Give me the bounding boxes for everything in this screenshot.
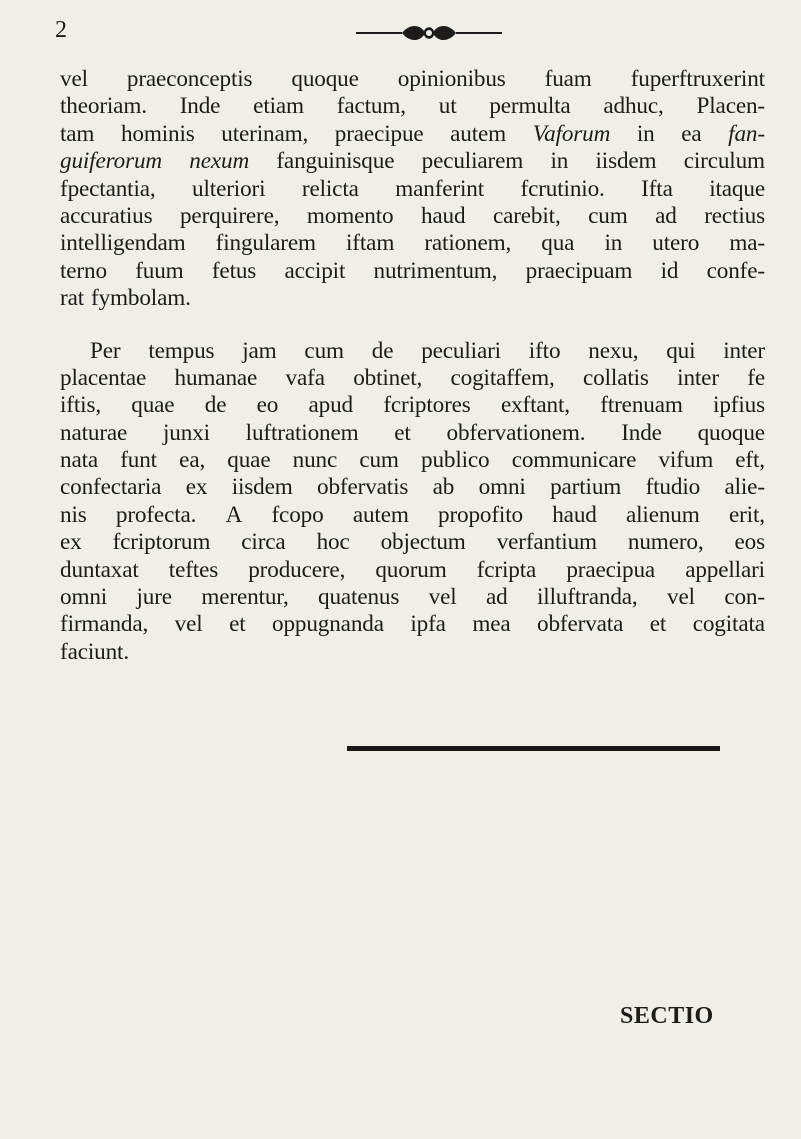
text-line: intelligendam fingularem iftam rationem, qua in utero ma- <box>60 230 765 257</box>
section-divider-rule <box>347 746 720 751</box>
head-ornament-icon <box>354 22 504 44</box>
text-line: faciunt. <box>60 638 129 665</box>
text-line: vel praeconceptis quoque opinionibus fuam fuperftruxerint <box>60 66 765 92</box>
text-line: accuratius perquirere, momento haud carebit, cum ad rectius <box>60 202 765 229</box>
text-line: naturae junxi luftrationem et obfervationem. Inde quoque <box>60 419 765 446</box>
text-line: nis profecta. A fcopo autem propofito haud alienum erit, <box>60 501 765 528</box>
catchword: SECTIO <box>620 1003 714 1029</box>
page-number: 2 <box>55 17 67 43</box>
text-line: terno fuum fetus accipit nutrimentum, praecipuam id confe- <box>60 257 765 284</box>
text-line: firmanda, vel et oppugnanda ipfa mea obfervata et cogitata <box>60 611 765 638</box>
text-line: ex fcriptorum circa hoc objectum verfantium numero, eos <box>60 529 765 556</box>
paragraph-1 <box>60 66 765 313</box>
text-line: guiferorum nexum fanguinisque peculiarem in iisdem circulum <box>60 148 765 175</box>
text-line: rat fymbolam. <box>60 285 191 312</box>
body-text <box>60 66 765 666</box>
text-line: confectaria ex iisdem obfervatis ab omni partium ftudio alie- <box>60 474 765 501</box>
paragraph-2 <box>60 338 765 667</box>
text-line: omni jure merentur, quatenus vel ad illuftranda, vel con- <box>60 584 765 611</box>
text-line: fpectantia, ulteriori relicta manferint fcrutinio. Ifta itaque <box>60 175 765 202</box>
text-line: placentae humanae vafa obtinet, cogitaffem, collatis inter fe <box>60 364 765 391</box>
text-line: nata funt ea, quae nunc cum publico communicare vifum eft, <box>60 447 765 474</box>
text-line: tam hominis uterinam, praecipue autem Vaforum in ea fan- <box>60 120 765 147</box>
text-line: iftis, quae de eo apud fcriptores exftant, ftrenuam ipfius <box>60 392 765 419</box>
text-line: theoriam. Inde etiam factum, ut permulta adhuc, Placen- <box>60 93 765 120</box>
text-line: Per tempus jam cum de peculiari ifto nexu, qui inter <box>90 337 765 364</box>
text-line: duntaxat teftes producere, quorum fcripta praecipua appellari <box>60 556 765 583</box>
